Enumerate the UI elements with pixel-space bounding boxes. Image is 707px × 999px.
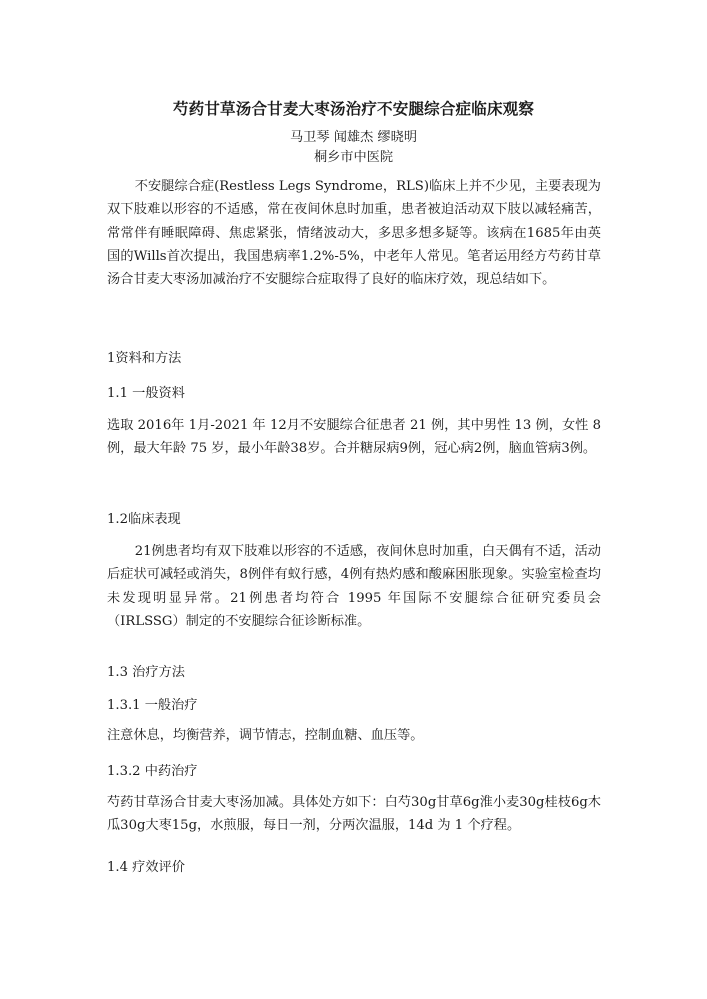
paper-title: 芍药甘草汤合甘麦大枣汤治疗不安腿综合症临床观察 [172, 99, 535, 118]
general-treatment-paragraph: 注意休息，均衡营养，调节情志，控制血糖、血压等。 [107, 728, 424, 743]
section-heading-1-1: 1.1 一般资料 [107, 386, 185, 401]
affiliation: 桐乡市中医院 [313, 150, 394, 165]
section-heading-1-3-1: 1.3.1 一般治疗 [107, 698, 198, 713]
section-heading-1: 1资料和方法 [107, 351, 182, 366]
author-list: 马卫琴 闻雄杰 缪晓明 [289, 130, 418, 145]
general-data-paragraph: 选取 2016年 1月-2021 年 12月不安腿综合征患者 21 例，其中男性 13 例，女性 8例，最大年龄 75 岁，最小年龄38岁。合并糖尿病9例，冠心病2例，脑血管病3例。 [107, 418, 601, 457]
section-heading-1-3: 1.3 治疗方法 [107, 665, 185, 680]
tcm-treatment-paragraph: 芍药甘草汤合甘麦大枣汤加减。具体处方如下：白芍30g甘草6g淮小麦30g桂枝6g木瓜30g大枣15g，水煎服，每日一剂，分两次温服，14d 为 1 个疗程。 [107, 795, 601, 834]
section-heading-1-4: 1.4 疗效评价 [107, 860, 185, 875]
section-heading-1-2: 1.2临床表现 [107, 512, 181, 527]
clinical-manifestation-paragraph: 21例患者均有双下肢难以形容的不适感，夜间休息时加重，白天偶有不适，活动后症状可减轻或消失，8例伴有蚁行感，4例有热灼感和酸麻困胀现象。实验室检查均未发现明显异常。21例患者均符合 1995 年国际不安腿综合征研究委员会（IRLSSG）制定的不安腿综合征诊断标准。 [107, 544, 601, 629]
section-heading-1-3-2: 1.3.2 中药治疗 [107, 764, 198, 779]
intro-paragraph: 不安腿综合症(Restless Legs Syndrome，RLS)临床上并不少见，主要表现为双下肢难以形容的不适感，常在夜间休息时加重，患者被迫活动双下肢以减轻痛苦，常常伴有睡眠障碍、焦虑紧张，情绪波动大，多思多想多疑等。该病在1685年由英国的Wills首次提出，我国患病率1.2%-5%，中老年人常见。笔者运用经方芍药甘草汤合甘麦大枣汤加减治疗不安腿综合症取得了良好的临床疗效，现总结如下。 [107, 179, 601, 288]
